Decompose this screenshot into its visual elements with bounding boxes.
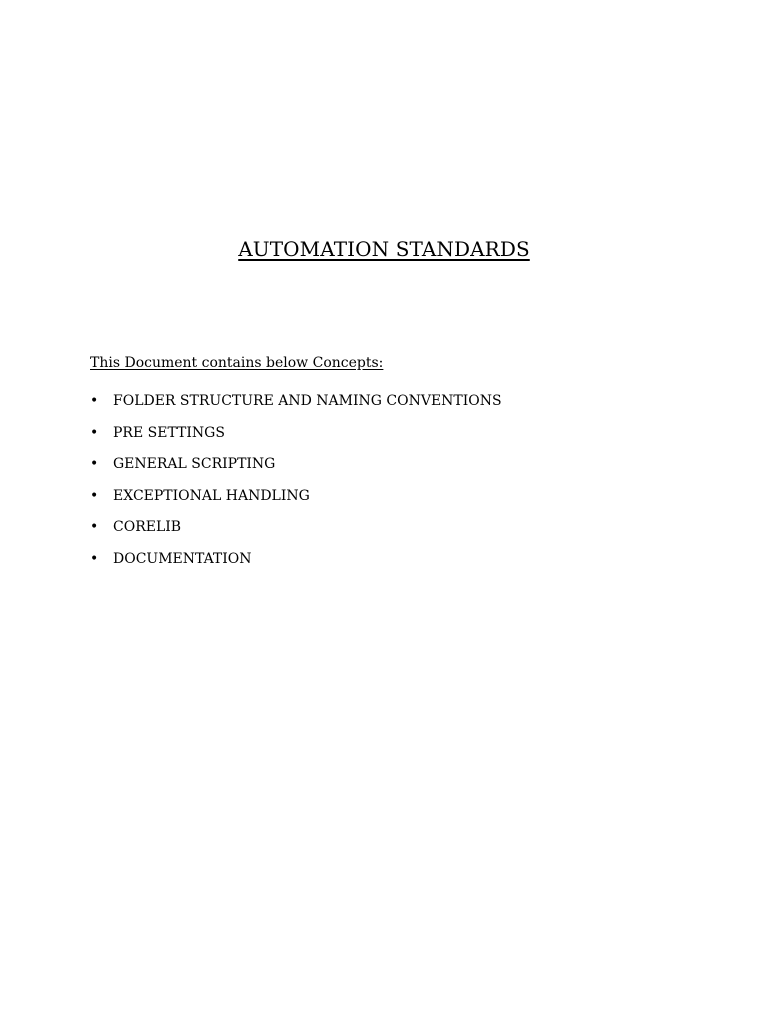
bullet-icon: • bbox=[90, 393, 99, 409]
document-title: AUTOMATION STANDARDS bbox=[238, 237, 530, 261]
bullet-icon: • bbox=[90, 424, 99, 441]
concept-label: EXCEPTIONAL HANDLING bbox=[113, 487, 310, 504]
concept-label: CORELIB bbox=[113, 519, 182, 535]
bullet-icon: • bbox=[90, 456, 99, 472]
concepts-intro: This Document contains below Concepts: bbox=[90, 355, 384, 371]
concept-label: DOCUMENTATION bbox=[113, 550, 252, 567]
concept-label: GENERAL SCRIPTING bbox=[113, 456, 276, 472]
concept-label: FOLDER STRUCTURE AND NAMING CONVENTIONS bbox=[113, 393, 502, 409]
bullet-icon: • bbox=[90, 487, 99, 504]
list-item bbox=[90, 549, 502, 581]
concept-label: PRE SETTINGS bbox=[113, 424, 225, 441]
list-item bbox=[90, 423, 502, 455]
list-item bbox=[90, 517, 502, 549]
bullet-icon: • bbox=[90, 550, 99, 567]
list-item bbox=[90, 391, 502, 423]
list-item bbox=[90, 486, 502, 518]
concepts-list bbox=[90, 391, 502, 580]
list-item bbox=[90, 454, 502, 486]
bullet-icon: • bbox=[90, 519, 99, 535]
